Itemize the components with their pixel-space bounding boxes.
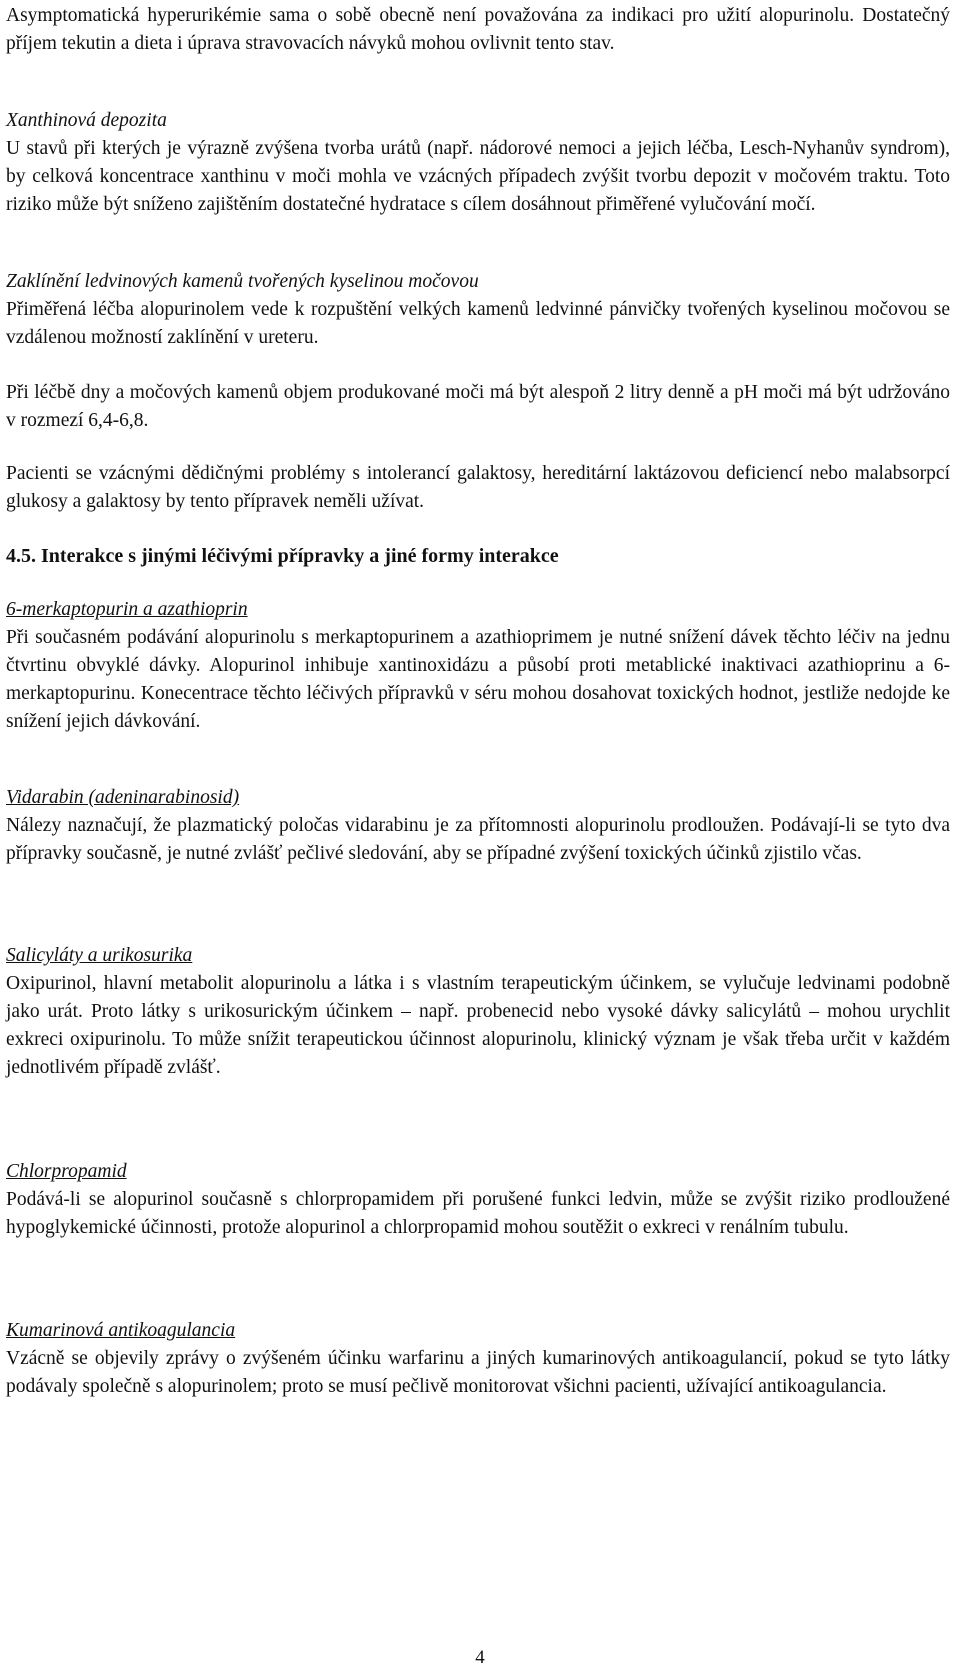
xanthine-section xyxy=(6,107,950,219)
gout-paragraph xyxy=(6,379,950,435)
stones-title: Zaklínění ledvinových kamenů tvořených kyselinou močovou xyxy=(6,271,479,292)
lactose-text: Pacienti se vzácnými dědičnými problémy s intolerancí galaktosy, hereditární laktázovou deficiencí nebo malabsorpcí glukosy a galaktosy by tento přípravek neměli užívat. xyxy=(6,463,950,512)
mercaptopurine-section xyxy=(6,596,950,736)
chlorpropamide-section xyxy=(6,1158,950,1242)
salicylates-title: Salicyláty a urikosurika xyxy=(6,945,193,966)
xanthine-title: Xanthinová depozita xyxy=(6,110,167,131)
coumarin-text: Vzácně se objevily zprávy o zvýšeném účinku warfarinu a jiných kumarinových antikoagulancií, pokud se tyto látky podávaly společně s alopurinolem; proto se musí pečlivě monitorovat všichni pacienti, užívající antikoagulancia. xyxy=(6,1348,950,1397)
intro-paragraph xyxy=(6,2,950,58)
salicylates-text: Oxipurinol, hlavní metabolit alopurinolu a látka i s vlastním terapeutickým účinkem, se vylučuje ledvinami podobně jako urát. Proto látky s urikosurickým účinkem – např. probenecid nebo vysoké dávky salicylátů – mohou urychlit exkreci oxipurinolu. To může snížit terapeutickou účinnost alopurinolu, klinický význam je však třeba určit v každém jednotlivém případě zvlášť. xyxy=(6,973,950,1078)
salicylates-section xyxy=(6,942,950,1082)
section-heading xyxy=(6,542,950,570)
section-heading-text: 4.5. Interakce s jinými léčivými přípravky a jiné formy interakce xyxy=(6,545,559,567)
chlorpropamide-title: Chlorpropamid xyxy=(6,1161,127,1182)
xanthine-text: U stavů při kterých je výrazně zvýšena tvorba urátů (např. nádorové nemoci a jejich léčba, Lesch-Nyhanův syndrom), by celková koncentrace xanthinu v moči mohla ve vzácných případech zvýšit tvorbu depozit v močovém traktu. Toto riziko může být sníženo zajištěním dostatečné hydratace s cílem dosáhnout přiměřené vylučování močí. xyxy=(6,138,950,215)
chlorpropamide-text: Podává-li se alopurinol současně s chlorpropamidem při porušené funkci ledvin, může se zvýšit riziko prodloužené hypoglykemické účinnosti, protože alopurinol a chlorpropamid mohou soutěžit o exkreci v renálním tubulu. xyxy=(6,1189,950,1238)
page-number: 4 xyxy=(475,1647,485,1668)
gout-text: Při léčbě dny a močových kamenů objem produkované moči má být alespoň 2 litry denně a pH moči má být udržováno v rozmezí 6,4-6,8. xyxy=(6,382,950,431)
stones-text: Přiměřená léčba alopurinolem vede k rozpuštění velkých kamenů ledvinné pánvičky tvořených kyselinou močovou se vzdálenou možností zaklínění v ureteru. xyxy=(6,299,950,348)
stones-section xyxy=(6,268,950,352)
coumarin-section xyxy=(6,1317,950,1401)
intro-text: Asymptomatická hyperurikémie sama o sobě obecně není považována za indikaci pro užití alopurinolu. Dostatečný příjem tekutin a dieta i úprava stravovacích návyků mohou ovlivnit tento stav. xyxy=(6,5,950,54)
mercaptopurine-title: 6-merkaptopurin a azathioprin xyxy=(6,599,248,620)
mercaptopurine-text: Při současném podávání alopurinolu s merkaptopurinem a azathioprimem je nutné snížení dávek těchto léčiv na jednu čtvrtinu obvyklé dávky. Alopurinol inhibuje xantinoxidázu a působí proti metablické inaktivaci azathioprinu a 6-merkaptopurinu. Konecentrace těchto léčivých přípravků v séru mohou dosahovat toxických hodnot, jestliže nedojde ke snížení jejich dávkování. xyxy=(6,627,950,732)
coumarin-title: Kumarinová antikoagulancia xyxy=(6,1320,236,1341)
vidarabine-text: Nálezy naznačují, že plazmatický poločas vidarabinu je za přítomnosti alopurinolu prodloužen. Podávají-li se tyto dva přípravky současně, je nutné zvlášť pečlivé sledování, aby se případné zvýšení toxických účinků zjistilo včas. xyxy=(6,815,950,864)
lactose-paragraph xyxy=(6,460,950,516)
vidarabine-section xyxy=(6,784,950,868)
vidarabine-title: Vidarabin (adeninarabinosid) xyxy=(6,787,240,808)
